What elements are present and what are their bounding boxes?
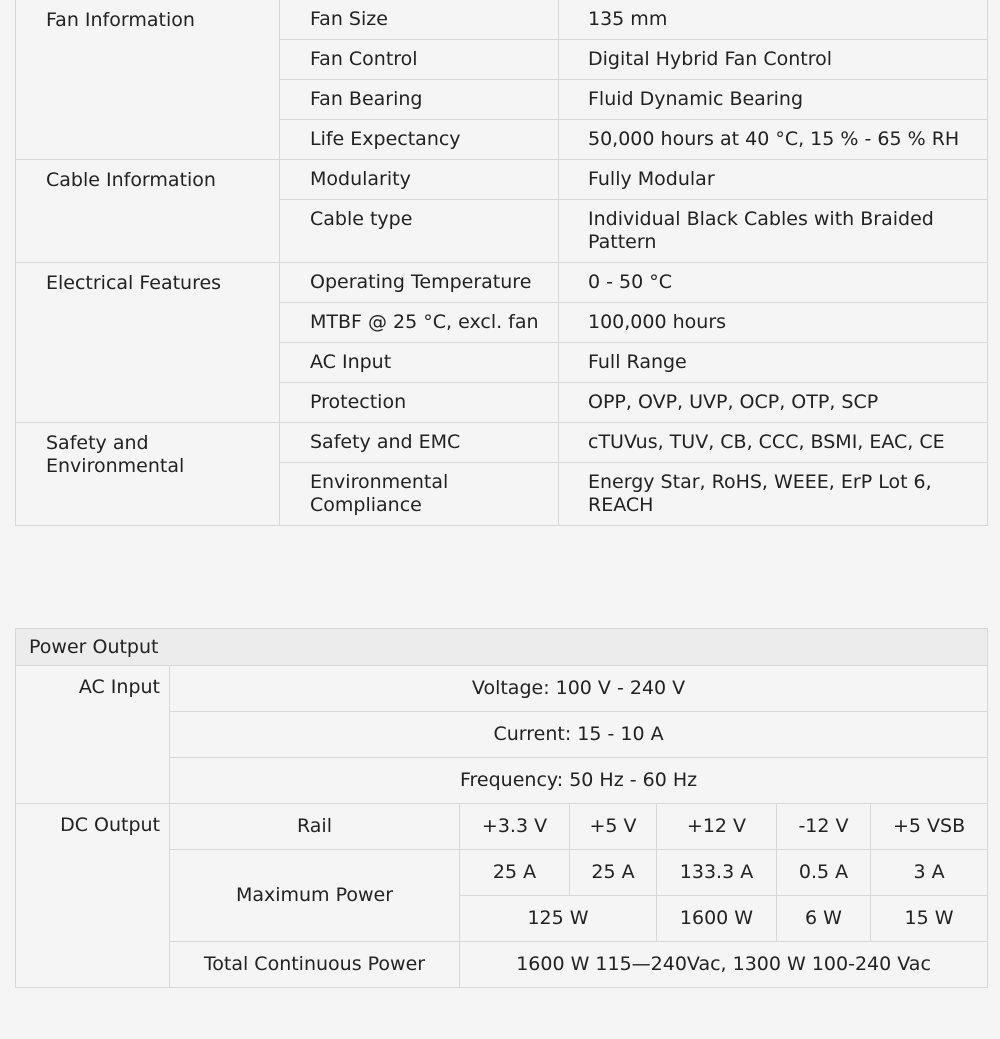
watts-neg12v: 6 W <box>777 896 871 942</box>
watts-5vsb: 15 W <box>871 896 988 942</box>
spec-label: Modularity <box>280 160 559 200</box>
spec-category: Electrical Features <box>16 263 280 423</box>
spec-row <box>16 160 988 200</box>
spec-value: Digital Hybrid Fan Control <box>559 40 988 80</box>
spec-value: cTUVus, TUV, CB, CCC, BSMI, EAC, CE <box>559 423 988 463</box>
spec-label: MTBF @ 25 °C, excl. fan <box>280 303 559 343</box>
ac-input-label: AC Input <box>16 666 170 804</box>
ac-frequency: Frequency: 50 Hz - 60 Hz <box>170 758 988 804</box>
power-output-table <box>15 628 988 988</box>
spec-category: Safety and Environmental <box>16 423 280 526</box>
spec-label: Life Expectancy <box>280 120 559 160</box>
current-3v3: 25 A <box>460 850 570 896</box>
spec-value: Full Range <box>559 343 988 383</box>
spec-value: 135 mm <box>559 0 988 40</box>
spec-value: OPP, OVP, UVP, OCP, OTP, SCP <box>559 383 988 423</box>
spec-value: Individual Black Cables with Braided Pattern <box>559 200 988 263</box>
current-5vsb: 3 A <box>871 850 988 896</box>
total-power-label: Total Continuous Power <box>170 942 460 988</box>
spec-value: 0 - 50 °C <box>559 263 988 303</box>
spec-label: Fan Bearing <box>280 80 559 120</box>
current-neg12v: 0.5 A <box>777 850 871 896</box>
ac-current: Current: 15 - 10 A <box>170 712 988 758</box>
spec-label: AC Input <box>280 343 559 383</box>
spec-value: 100,000 hours <box>559 303 988 343</box>
power-output-title: Power Output <box>16 629 988 666</box>
spec-label: Environmental Compliance <box>280 463 559 526</box>
ac-voltage: Voltage: 100 V - 240 V <box>170 666 988 712</box>
spec-label: Operating Temperature <box>280 263 559 303</box>
spec-row <box>16 263 988 303</box>
current-12v: 133.3 A <box>657 850 777 896</box>
spec-table <box>15 0 988 526</box>
rail-3v3: +3.3 V <box>460 804 570 850</box>
spec-row <box>16 0 988 40</box>
rail-label: Rail <box>170 804 460 850</box>
spec-label: Safety and EMC <box>280 423 559 463</box>
spec-category: Cable Information <box>16 160 280 263</box>
rail-neg12v: -12 V <box>777 804 871 850</box>
spec-label: Fan Size <box>280 0 559 40</box>
max-power-label: Maximum Power <box>170 850 460 942</box>
spec-value: 50,000 hours at 40 °C, 15 % - 65 % RH <box>559 120 988 160</box>
watts-combined: 125 W <box>460 896 657 942</box>
rail-5vsb: +5 VSB <box>871 804 988 850</box>
spec-category: Fan Information <box>16 0 280 160</box>
spec-value: Energy Star, RoHS, WEEE, ErP Lot 6, REACH <box>559 463 988 526</box>
spec-row <box>16 423 988 463</box>
rail-12v: +12 V <box>657 804 777 850</box>
watts-12v: 1600 W <box>657 896 777 942</box>
dc-output-label: DC Output <box>16 804 170 988</box>
rail-5v: +5 V <box>570 804 657 850</box>
spec-value: Fully Modular <box>559 160 988 200</box>
current-5v: 25 A <box>570 850 657 896</box>
spec-label: Cable type <box>280 200 559 263</box>
spec-label: Fan Control <box>280 40 559 80</box>
total-power-value: 1600 W 115—240Vac, 1300 W 100-240 Vac <box>460 942 988 988</box>
spec-label: Protection <box>280 383 559 423</box>
spec-value: Fluid Dynamic Bearing <box>559 80 988 120</box>
